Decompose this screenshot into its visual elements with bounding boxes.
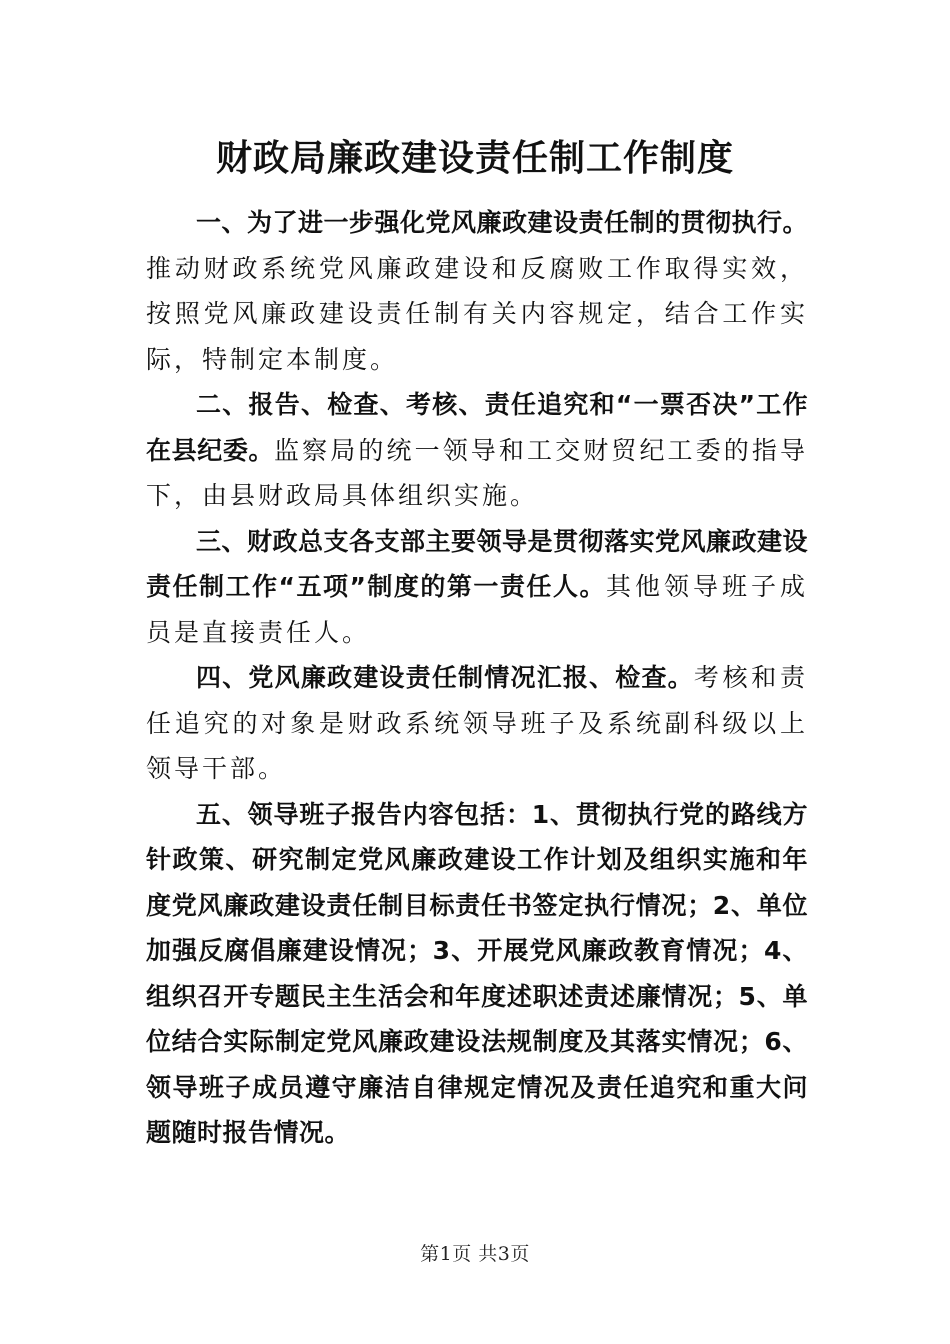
document-title: 财政局廉政建设责任制工作制度	[215, 137, 734, 179]
paragraph-5-lead: 五、领导班子报告内容包括：1、贯彻执行党的路线方针政策、研究制定党风廉政建设工作计划及组织实施和年度党风廉政建设责任制目标责任书签定执行情况；2、单位加强反腐倡廉建设情况；3、开展党风廉政教育情况；4、组织召开专题民主生活会和年度述职述责述廉情况；5、单位结合实际制定党风廉政建设法规制度及其落实情况；6、领导班子成员遵守廉洁自律规定情况及责任追究和重大问题随时报告情况。	[146, 799, 808, 1147]
paragraph-3-text: 其他领导班子成员是直接责任人。	[146, 572, 808, 647]
paragraph-3	[146, 519, 808, 656]
paragraph-2	[146, 382, 808, 519]
paragraph-5	[146, 792, 808, 1156]
paragraph-4	[146, 655, 808, 792]
paragraph-2-lead: 二、报告、检查、考核、责任追究和“一票否决”工作在县纪委。	[146, 390, 808, 465]
paragraph-2-text: 监察局的统一领导和工交财贸纪工委的指导下，由县财政局具体组织实施。	[146, 435, 808, 510]
paragraph-4-lead: 四、党风廉政建设责任制情况汇报、检查。	[196, 663, 694, 692]
paragraph-3-lead: 三、财政总支各支部主要领导是贯彻落实党风廉政建设责任制工作“五项”制度的第一责任人。	[146, 526, 809, 601]
paragraph-4-text: 考核和责任追究的对象是财政系统领导班子及系统副科级以上领导干部。	[146, 663, 808, 783]
paragraph-1	[146, 200, 808, 382]
page-number-footer: 第1页 共3页	[420, 1243, 530, 1265]
paragraph-1-lead: 一、为了进一步强化党风廉政建设责任制的贯彻执行。	[196, 208, 809, 237]
paragraph-1-text: 推动财政系统党风廉政建设和反腐败工作取得实效，按照党风廉政建设责任制有关内容规定，结合工作实际，特制定本制度。	[146, 253, 808, 374]
document-body	[146, 200, 808, 1156]
